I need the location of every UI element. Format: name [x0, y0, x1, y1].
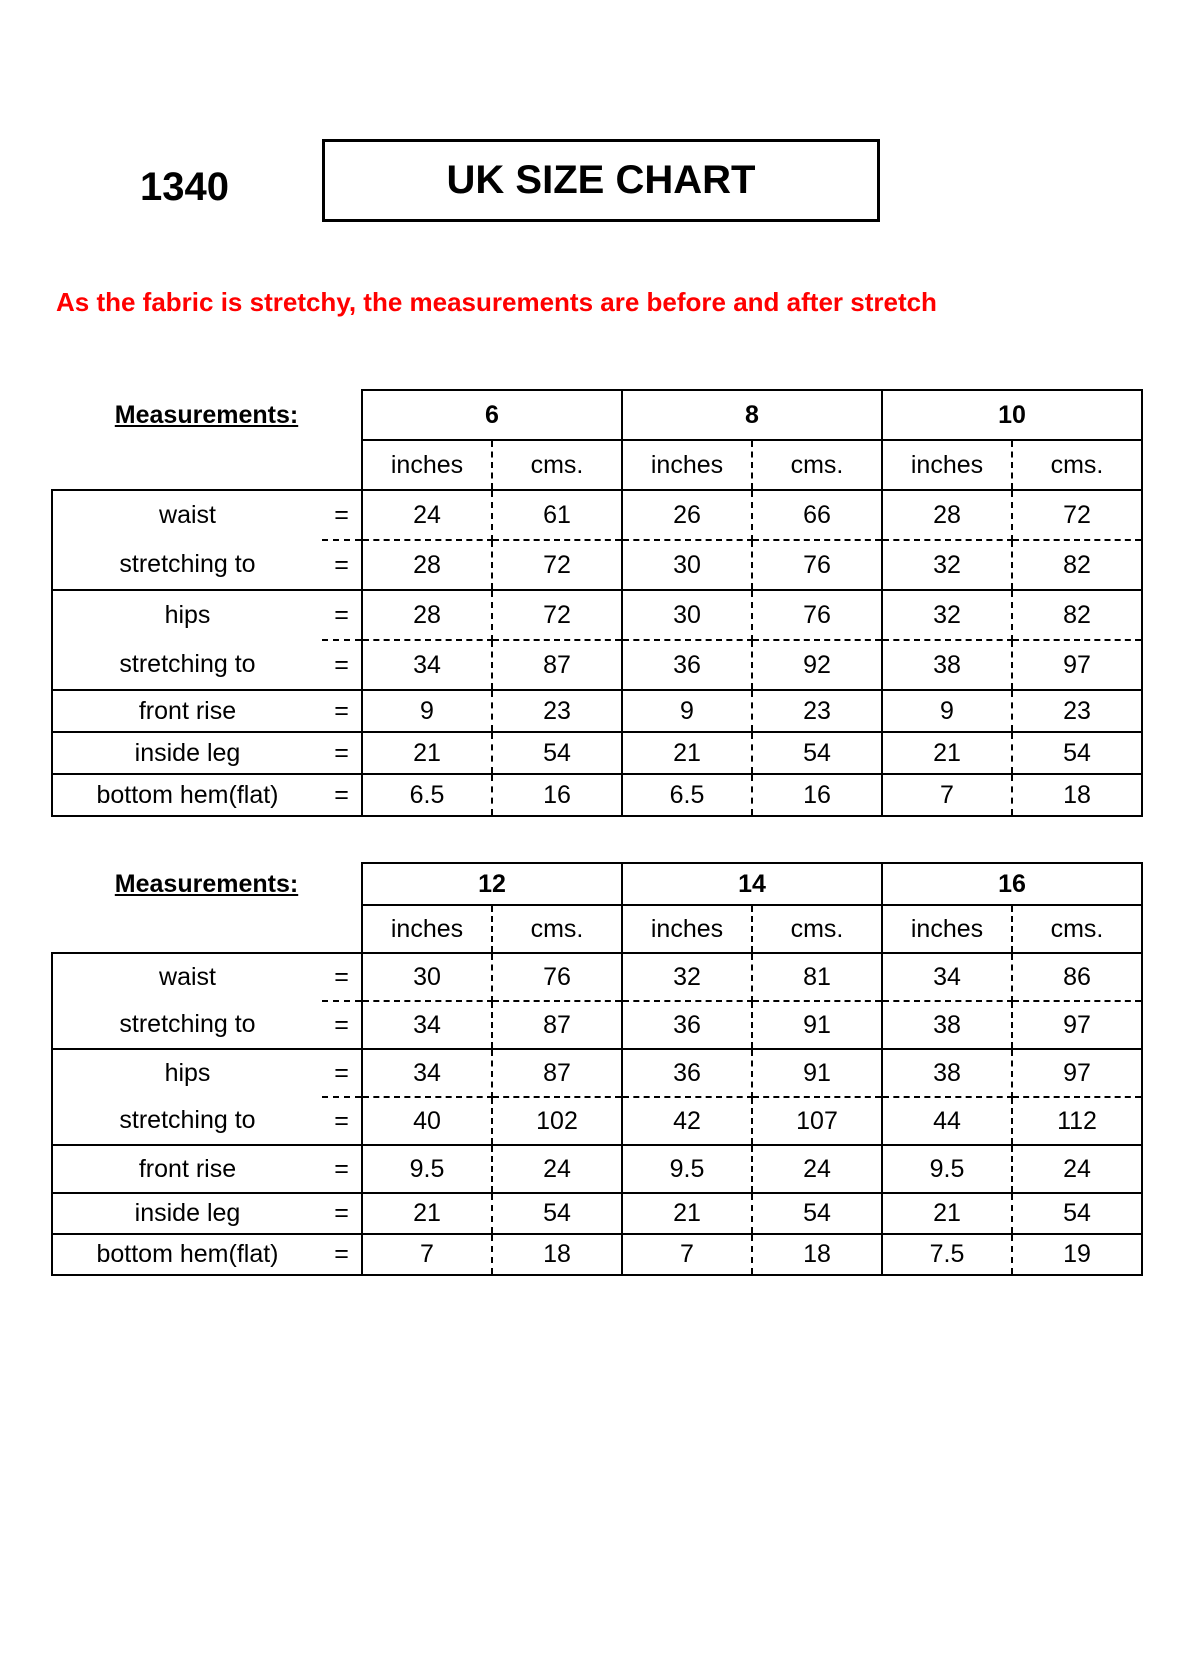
value-cell: 82	[1012, 540, 1142, 590]
value-cell: 54	[1012, 1193, 1142, 1234]
table-row	[52, 1049, 1142, 1097]
unit-header: cms.	[1012, 905, 1142, 953]
value-cell: 38	[882, 1049, 1012, 1097]
measurements-heading: Measurements:	[114, 869, 299, 898]
value-cell: 34	[882, 953, 1012, 1001]
equals-sign: =	[322, 1001, 362, 1049]
value-cell: 18	[752, 1234, 882, 1275]
value-cell: 6.5	[622, 774, 752, 816]
table-row	[52, 490, 1142, 540]
value-cell: 9.5	[622, 1145, 752, 1193]
equals-sign: =	[322, 490, 362, 540]
value-cell: 21	[882, 1193, 1012, 1234]
equals-sign: =	[322, 640, 362, 690]
row-label: front rise	[52, 1145, 322, 1193]
value-cell: 7	[622, 1234, 752, 1275]
row-label: stretching to	[52, 540, 322, 590]
value-cell: 107	[752, 1097, 882, 1145]
value-cell: 112	[1012, 1097, 1142, 1145]
equals-sign: =	[322, 1097, 362, 1145]
value-cell: 66	[752, 490, 882, 540]
chart-title: UK SIZE CHART	[322, 139, 880, 222]
size-table-6-8-10	[51, 389, 1143, 817]
value-cell: 34	[362, 640, 492, 690]
value-cell: 72	[1012, 490, 1142, 540]
value-cell: 54	[492, 1193, 622, 1234]
equals-sign: =	[322, 1145, 362, 1193]
equals-sign: =	[322, 540, 362, 590]
table-row	[52, 774, 1142, 816]
value-cell: 24	[492, 1145, 622, 1193]
row-label: waist	[52, 490, 322, 540]
value-cell: 28	[362, 590, 492, 640]
value-cell: 81	[752, 953, 882, 1001]
blank-cell	[52, 905, 362, 953]
table-row	[52, 540, 1142, 590]
value-cell: 7	[362, 1234, 492, 1275]
value-cell: 40	[362, 1097, 492, 1145]
value-cell: 32	[882, 590, 1012, 640]
value-cell: 76	[492, 953, 622, 1001]
value-cell: 9.5	[362, 1145, 492, 1193]
table-row	[52, 1001, 1142, 1049]
equals-sign: =	[322, 774, 362, 816]
table-row	[52, 732, 1142, 774]
value-cell: 97	[1012, 1049, 1142, 1097]
value-cell: 82	[1012, 590, 1142, 640]
value-cell: 30	[622, 590, 752, 640]
unit-header: inches	[882, 440, 1012, 490]
value-cell: 34	[362, 1049, 492, 1097]
table-row	[52, 640, 1142, 690]
value-cell: 21	[622, 732, 752, 774]
table-row	[52, 1193, 1142, 1234]
value-cell: 97	[1012, 640, 1142, 690]
value-cell: 54	[752, 732, 882, 774]
table-row	[52, 590, 1142, 640]
value-cell: 9	[362, 690, 492, 732]
unit-header: inches	[622, 905, 752, 953]
equals-sign: =	[322, 1193, 362, 1234]
value-cell: 21	[362, 1193, 492, 1234]
row-label: stretching to	[52, 1001, 322, 1049]
equals-sign: =	[322, 1234, 362, 1275]
value-cell: 38	[882, 1001, 1012, 1049]
value-cell: 16	[492, 774, 622, 816]
value-cell: 72	[492, 590, 622, 640]
value-cell: 36	[622, 640, 752, 690]
unit-header: inches	[362, 905, 492, 953]
value-cell: 18	[492, 1234, 622, 1275]
value-cell: 32	[882, 540, 1012, 590]
value-cell: 7.5	[882, 1234, 1012, 1275]
value-cell: 91	[752, 1049, 882, 1097]
blank-cell	[52, 440, 362, 490]
value-cell: 91	[752, 1001, 882, 1049]
row-label: stretching to	[52, 1097, 322, 1145]
value-cell: 87	[492, 1001, 622, 1049]
size-header: 16	[882, 863, 1142, 905]
unit-header: inches	[882, 905, 1012, 953]
size-table-12-14-16	[51, 862, 1143, 1276]
row-label: stretching to	[52, 640, 322, 690]
value-cell: 61	[492, 490, 622, 540]
table-row	[52, 1097, 1142, 1145]
value-cell: 76	[752, 590, 882, 640]
value-cell: 21	[882, 732, 1012, 774]
measurements-heading: Measurements:	[114, 400, 299, 429]
size-header: 12	[362, 863, 622, 905]
value-cell: 42	[622, 1097, 752, 1145]
value-cell: 32	[622, 953, 752, 1001]
row-label: hips	[52, 590, 322, 640]
value-cell: 38	[882, 640, 1012, 690]
equals-sign: =	[322, 690, 362, 732]
value-cell: 24	[362, 490, 492, 540]
value-cell: 7	[882, 774, 1012, 816]
value-cell: 9	[882, 690, 1012, 732]
value-cell: 21	[622, 1193, 752, 1234]
row-label: bottom hem(flat)	[52, 1234, 322, 1275]
row-label: inside leg	[52, 732, 322, 774]
value-cell: 9.5	[882, 1145, 1012, 1193]
equals-sign: =	[322, 953, 362, 1001]
row-label: bottom hem(flat)	[52, 774, 322, 816]
size-header: 6	[362, 390, 622, 440]
value-cell: 102	[492, 1097, 622, 1145]
value-cell: 92	[752, 640, 882, 690]
equals-sign: =	[322, 590, 362, 640]
table-row	[52, 690, 1142, 732]
value-cell: 23	[752, 690, 882, 732]
table-row	[52, 953, 1142, 1001]
value-cell: 6.5	[362, 774, 492, 816]
value-cell: 44	[882, 1097, 1012, 1145]
row-label: waist	[52, 953, 322, 1001]
value-cell: 24	[1012, 1145, 1142, 1193]
value-cell: 36	[622, 1049, 752, 1097]
value-cell: 34	[362, 1001, 492, 1049]
product-code: 1340	[140, 165, 229, 209]
unit-header: inches	[622, 440, 752, 490]
row-label: inside leg	[52, 1193, 322, 1234]
value-cell: 87	[492, 1049, 622, 1097]
value-cell: 76	[752, 540, 882, 590]
value-cell: 36	[622, 1001, 752, 1049]
unit-header: inches	[362, 440, 492, 490]
value-cell: 24	[752, 1145, 882, 1193]
row-label: front rise	[52, 690, 322, 732]
value-cell: 30	[622, 540, 752, 590]
value-cell: 87	[492, 640, 622, 690]
value-cell: 54	[752, 1193, 882, 1234]
unit-header: cms.	[1012, 440, 1142, 490]
value-cell: 23	[492, 690, 622, 732]
size-header: 14	[622, 863, 882, 905]
value-cell: 16	[752, 774, 882, 816]
unit-header: cms.	[752, 440, 882, 490]
table-row	[52, 1234, 1142, 1275]
equals-sign: =	[322, 1049, 362, 1097]
row-label: hips	[52, 1049, 322, 1097]
unit-header: cms.	[752, 905, 882, 953]
value-cell: 18	[1012, 774, 1142, 816]
table-row	[52, 1145, 1142, 1193]
value-cell: 9	[622, 690, 752, 732]
value-cell: 54	[492, 732, 622, 774]
value-cell: 28	[362, 540, 492, 590]
value-cell: 23	[1012, 690, 1142, 732]
value-cell: 54	[1012, 732, 1142, 774]
stretch-note: As the fabric is stretchy, the measurements are before and after stretch	[56, 287, 937, 317]
equals-sign: =	[322, 732, 362, 774]
unit-header: cms.	[492, 440, 622, 490]
value-cell: 86	[1012, 953, 1142, 1001]
value-cell: 97	[1012, 1001, 1142, 1049]
size-header: 8	[622, 390, 882, 440]
size-header: 10	[882, 390, 1142, 440]
value-cell: 28	[882, 490, 1012, 540]
unit-header: cms.	[492, 905, 622, 953]
value-cell: 19	[1012, 1234, 1142, 1275]
value-cell: 26	[622, 490, 752, 540]
value-cell: 72	[492, 540, 622, 590]
value-cell: 30	[362, 953, 492, 1001]
value-cell: 21	[362, 732, 492, 774]
